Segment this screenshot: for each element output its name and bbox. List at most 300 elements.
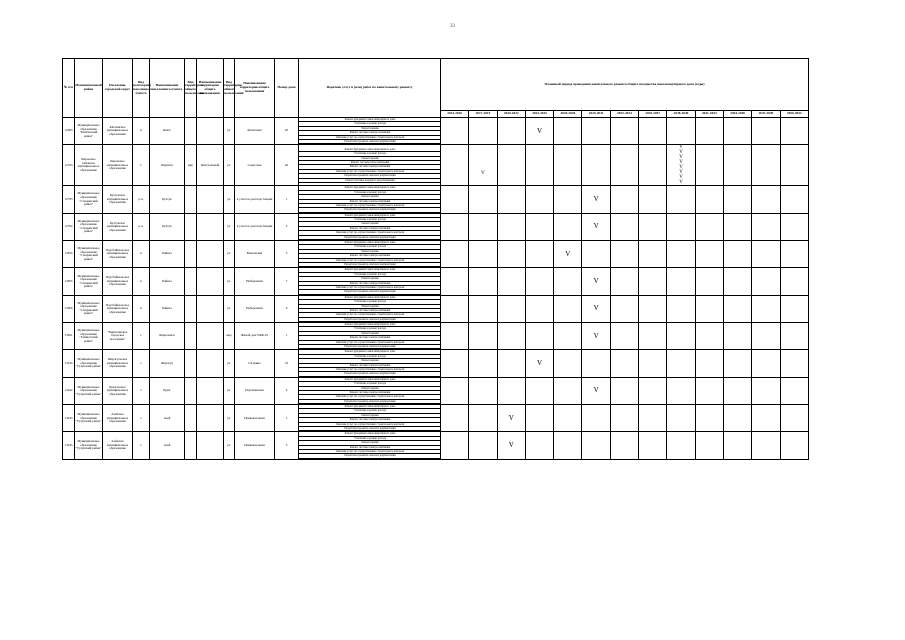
work-item: Разработка проектно-сметной документации — [299, 400, 440, 404]
work-item: Ремонт фундамента многоквартирного дома — [299, 268, 440, 272]
period-cell — [582, 405, 610, 432]
work-item: Разработка проектно-сметной документации — [299, 318, 440, 322]
period-cell — [667, 323, 695, 350]
period-cell — [525, 186, 553, 213]
work-item: Утепление и ремонт фасада — [299, 191, 440, 195]
period-cell — [695, 377, 723, 404]
row-settlement-kind: г. — [133, 145, 150, 186]
period-cell — [582, 186, 610, 213]
work-item: Разработка проектно-сметной документации — [299, 174, 440, 178]
col-num: № п/п — [63, 59, 75, 118]
row-territory-name — [197, 186, 224, 213]
period-cell — [780, 268, 808, 295]
period-cell — [667, 241, 695, 268]
work-item: Утепление и ремонт фасада — [299, 409, 440, 413]
period-cell — [639, 405, 667, 432]
period-header: 2023-2025 — [525, 111, 553, 118]
period-cell — [639, 118, 667, 145]
period-cell — [695, 405, 723, 432]
row-district: Муниципальное образование "Тулунский район" — [75, 350, 103, 377]
row-works-list — [299, 118, 441, 145]
period-mark: V — [593, 331, 599, 340]
period-mark: V — [679, 160, 683, 166]
row-street-name: 4 участок дом подстанции — [235, 213, 275, 240]
period-cell — [525, 350, 553, 377]
col-territory-kind: Вид территории общего пользования — [185, 59, 197, 118]
period-cell — [695, 145, 723, 186]
row-district: Муниципальное образование "Слюдянский район" — [75, 295, 103, 322]
table-row — [63, 295, 809, 322]
period-cell — [695, 323, 723, 350]
row-settlement-kind: с. — [133, 350, 150, 377]
period-cell — [554, 432, 582, 459]
period-cell — [441, 145, 469, 186]
col-street-kind: Вид территории общего пользования — [224, 59, 235, 118]
period-cell — [469, 323, 497, 350]
period-cell — [723, 268, 751, 295]
work-item: Оказание услуг по осуществлению строительного контроля — [299, 368, 440, 372]
period-cell — [469, 213, 497, 240]
work-item: Ремонт фундамента многоквартирного дома — [299, 350, 440, 354]
work-item: Ремонт фундамента многоквартирного дома — [299, 296, 440, 300]
period-cell — [667, 145, 695, 186]
col-works: Перечень услуг и (или) работ по капитальному ремонту — [299, 59, 441, 118]
col-territory-name: Наименование территории общего пользования — [197, 59, 224, 118]
period-cell — [752, 241, 780, 268]
period-cell — [469, 377, 497, 404]
period-cell — [723, 186, 751, 213]
period-cell — [780, 186, 808, 213]
row-settlement-kind: п. — [133, 241, 150, 268]
row-house: 22 — [275, 350, 299, 377]
row-street-name: Партизанская — [235, 377, 275, 404]
work-item: Разработка проектно-сметной документации — [299, 263, 440, 267]
work-item: Ремонт крыши — [299, 222, 440, 226]
work-item: Утепление и ремонт фасада — [299, 152, 440, 156]
period-cell — [780, 213, 808, 240]
table-row — [63, 377, 809, 404]
row-district: Муниципальное образование "Слюдянский район" — [75, 213, 103, 240]
work-item: Разработка проектно-сметной документации — [299, 427, 440, 431]
row-settlement-name: Култук — [150, 186, 185, 213]
row-house: 1 — [275, 323, 299, 350]
period-cell — [525, 323, 553, 350]
period-cell — [667, 432, 695, 459]
row-house: 9 — [275, 295, 299, 322]
row-works-list — [299, 350, 441, 377]
period-cell — [497, 118, 525, 145]
row-settlement-kind: с. — [133, 405, 150, 432]
row-district: Муниципальное образование "Тулунский район" — [75, 432, 103, 459]
period-cell — [582, 241, 610, 268]
period-cell — [554, 186, 582, 213]
period-cell — [723, 350, 751, 377]
row-settlement-name: Будаг — [150, 377, 185, 404]
period-cell — [752, 432, 780, 459]
period-header: 2038-2040 — [667, 111, 695, 118]
work-item: Ремонт фундамента многоквартирного дома — [299, 241, 440, 245]
work-item: Ремонт крыши — [299, 332, 440, 336]
row-territory-name — [197, 118, 224, 145]
row-territory-kind — [185, 295, 197, 322]
work-item: Ремонт системы электроснабжения — [299, 336, 440, 340]
period-cell — [525, 268, 553, 295]
table-row — [63, 323, 809, 350]
period-cell — [723, 118, 751, 145]
row-street-name: Привокзальная — [235, 432, 275, 459]
period-cell — [752, 186, 780, 213]
page-number: 33 — [450, 24, 455, 29]
row-number: 13234 — [63, 350, 75, 377]
period-cell — [639, 323, 667, 350]
period-cell — [525, 377, 553, 404]
work-item: Утепление и ремонт фасада — [299, 245, 440, 249]
row-number: 13066 — [63, 295, 75, 322]
row-territory-name — [197, 432, 224, 459]
work-item: Ремонт крыши — [299, 359, 440, 363]
work-item: Ремонт фундамента многоквартирного дома — [299, 214, 440, 218]
row-house: 20 — [275, 118, 299, 145]
row-street-kind: ул. — [224, 213, 235, 240]
period-cell — [695, 295, 723, 322]
row-settlement-name: Байкал — [150, 268, 185, 295]
period-mark: V — [679, 145, 683, 151]
row-settlement: Шерагульское муниципальное образование — [103, 350, 133, 377]
period-cell — [639, 295, 667, 322]
work-item: Ремонт крыши — [299, 127, 440, 131]
period-cell — [497, 145, 525, 186]
row-district: Кировское районное муниципальное образование — [75, 145, 103, 186]
table-row — [63, 405, 809, 432]
period-cell — [752, 350, 780, 377]
period-cell — [441, 268, 469, 295]
row-number: 12794 — [63, 213, 75, 240]
period-cell — [780, 405, 808, 432]
period-cell — [639, 241, 667, 268]
row-settlement-kind: п. — [133, 118, 150, 145]
period-cell — [441, 118, 469, 145]
work-item: Оказание услуг по осуществлению строительного контроля — [299, 395, 440, 399]
row-works-list — [299, 241, 441, 268]
row-settlement: Кяхтинское муниципальное образование — [103, 118, 133, 145]
period-cell — [780, 323, 808, 350]
row-street-kind: мкр — [224, 323, 235, 350]
period-cell — [582, 350, 610, 377]
work-item: Разработка проектно-сметной документации — [299, 236, 440, 240]
row-settlement: Култукское муниципальное образование — [103, 213, 133, 240]
row-number: 12793 — [63, 186, 75, 213]
work-item: Ремонт фундамента многоквартирного дома — [299, 378, 440, 382]
row-territory-kind — [185, 432, 197, 459]
period-cell — [695, 213, 723, 240]
row-settlement-name: Шерагул — [150, 350, 185, 377]
work-item: Разработка проектно-сметной документации — [299, 345, 440, 349]
period-cell — [610, 377, 638, 404]
row-settlement: Будаговское муниципальное образование — [103, 377, 133, 404]
period-cell — [610, 432, 638, 459]
period-mark: V — [679, 175, 683, 181]
work-item: Ремонт крыши — [299, 157, 440, 161]
work-item: Ремонт крыши — [299, 305, 440, 309]
period-cell — [525, 118, 553, 145]
col-district: Муниципальный район — [75, 59, 103, 118]
row-settlement: Портбайкальское муниципальное образование — [103, 295, 133, 322]
row-street-kind: ул. — [224, 405, 235, 432]
row-street-kind: ул. — [224, 186, 235, 213]
work-item: Оказание услуг по осуществлению строительного контроля — [299, 259, 440, 263]
row-street-name: Жилой дом УФК-25 — [235, 323, 275, 350]
table-row — [63, 213, 809, 240]
row-territory-name — [197, 241, 224, 268]
row-settlement: Азейское муниципальное образование — [103, 432, 133, 459]
work-item: Разработка проектно-сметной документации — [299, 454, 440, 458]
row-settlement-name: Бирюсинск — [150, 323, 185, 350]
period-mark: V — [481, 171, 485, 177]
period-cell — [610, 118, 638, 145]
work-item: Ремонт системы электроснабжения — [299, 309, 440, 313]
work-item: Оказание услуг по осуществлению строительного контроля — [299, 423, 440, 427]
period-cell — [582, 118, 610, 145]
work-item: Ремонт фундамента многоквартирного дома — [299, 323, 440, 327]
work-item: Оказание услуг по осуществлению строительного контроля — [299, 204, 440, 208]
period-cell — [582, 295, 610, 322]
work-item: Утепление и ремонт фасада — [299, 218, 440, 222]
work-item: Ремонт крыши — [299, 277, 440, 281]
row-house: 1 — [275, 405, 299, 432]
work-item: Утепление и ремонт фасада — [299, 300, 440, 304]
work-item: Ремонт системы электроснабжения — [299, 418, 440, 422]
period-mark: V — [679, 155, 683, 161]
period-cell — [525, 213, 553, 240]
row-settlement-kind: п. — [133, 295, 150, 322]
period-cell — [441, 405, 469, 432]
row-works-list — [299, 323, 441, 350]
row-territory-name — [197, 323, 224, 350]
period-cell — [497, 241, 525, 268]
row-house: 40 — [275, 145, 299, 186]
period-cell — [780, 118, 808, 145]
period-cell — [441, 323, 469, 350]
row-district: Муниципальное образование "Слюдянский район" — [75, 186, 103, 213]
table-row — [63, 241, 809, 268]
row-territory-name — [197, 295, 224, 322]
period-cell — [610, 323, 638, 350]
period-cell — [441, 377, 469, 404]
period-cell — [554, 145, 582, 186]
row-settlement: "Бирюсинское городское поселение" — [103, 323, 133, 350]
period-cell — [752, 377, 780, 404]
period-cell — [497, 432, 525, 459]
work-item: Оказание услуг по осуществлению строительного контроля — [299, 170, 440, 174]
period-cell — [554, 350, 582, 377]
period-cell — [525, 405, 553, 432]
period-cell — [667, 213, 695, 240]
period-cell — [610, 350, 638, 377]
row-settlement: Портбайкальское муниципальное образование — [103, 241, 133, 268]
table-row — [63, 145, 809, 186]
period-cell — [752, 405, 780, 432]
period-cell — [582, 323, 610, 350]
row-territory-name — [197, 377, 224, 404]
row-settlement-kind: г. — [133, 323, 150, 350]
work-item: Утепление и ремонт фасада — [299, 437, 440, 441]
row-street-name: Набережная — [235, 268, 275, 295]
period-cell — [723, 405, 751, 432]
table-row — [63, 350, 809, 377]
row-settlement-name: Култук — [150, 213, 185, 240]
period-cell — [667, 118, 695, 145]
period-cell — [469, 350, 497, 377]
row-settlement-name: Азей — [150, 432, 185, 459]
row-settlement-kind: с. — [133, 432, 150, 459]
table-row — [63, 268, 809, 295]
row-works-list — [299, 377, 441, 404]
col-house: Номер дома — [275, 59, 299, 118]
row-house: 2 — [275, 213, 299, 240]
col-settlement-kind: Вид (категория) населенного пункта — [133, 59, 150, 118]
work-item: Ремонт фундамента многоквартирного дома — [299, 118, 440, 122]
row-street-name: Набережная — [235, 295, 275, 322]
row-street-kind: ул. — [224, 295, 235, 322]
row-house: 7 — [275, 268, 299, 295]
period-cell — [497, 213, 525, 240]
work-item: Ремонт крыши — [299, 195, 440, 199]
row-works-list — [299, 213, 441, 240]
work-item: Ремонт крыши — [299, 250, 440, 254]
period-cell — [639, 432, 667, 459]
period-cell — [667, 377, 695, 404]
work-item: Ремонт крыши — [299, 387, 440, 391]
work-item: Ремонт системы электроснабжения — [299, 131, 440, 135]
work-item: Ремонт системы электроснабжения — [299, 282, 440, 286]
period-header: 2026-2028 — [554, 111, 582, 118]
work-item: Разработка проектно-сметной документации — [299, 372, 440, 376]
period-cell — [610, 405, 638, 432]
row-settlement-kind: п. — [133, 268, 150, 295]
work-item: Ремонт системы электроснабжения — [299, 364, 440, 368]
row-settlement-name: Кяхта — [150, 118, 185, 145]
period-cell — [752, 268, 780, 295]
table-row — [63, 186, 809, 213]
period-mark: V — [679, 150, 683, 156]
period-cell — [667, 268, 695, 295]
row-works-list — [299, 186, 441, 213]
row-street-kind: ул. — [224, 241, 235, 268]
work-item: Ремонт системы электроснабжения — [299, 227, 440, 231]
period-header: 2020-2022 — [497, 111, 525, 118]
row-settlement-kind: р.п. — [133, 213, 150, 240]
period-cell — [695, 268, 723, 295]
period-cell — [639, 186, 667, 213]
row-street-name: Гагарина — [235, 350, 275, 377]
period-cell — [554, 241, 582, 268]
period-cell — [469, 432, 497, 459]
period-header: 2050-2052 — [780, 111, 808, 118]
period-cell — [639, 350, 667, 377]
work-item: Оказание услуг по осуществлению строительного контроля — [299, 136, 440, 140]
period-cell — [441, 432, 469, 459]
row-district: Муниципальное образование "Тайшетский район" — [75, 323, 103, 350]
row-street-kind: ул. — [224, 377, 235, 404]
period-cell — [582, 377, 610, 404]
period-mark: V — [679, 170, 683, 176]
period-cell — [582, 432, 610, 459]
work-item: Оказание услуг по осуществлению строительного контроля — [299, 286, 440, 290]
period-cell — [723, 377, 751, 404]
row-street-kind: ул. — [224, 350, 235, 377]
period-cell — [554, 213, 582, 240]
period-cell — [525, 241, 553, 268]
row-works-list — [299, 268, 441, 295]
row-territory-kind — [185, 350, 197, 377]
row-settlement-kind: р.п. — [133, 186, 150, 213]
row-settlement: Азейское муниципальное образование — [103, 405, 133, 432]
row-territory-kind — [185, 213, 197, 240]
row-territory-kind — [185, 118, 197, 145]
work-item: Утепление и ремонт фасада — [299, 122, 440, 126]
work-item: Оказание услуг по осуществлению строительного контроля — [299, 231, 440, 235]
period-cell — [610, 241, 638, 268]
period-header: 2032-2034 — [610, 111, 638, 118]
row-territory-name — [197, 213, 224, 240]
period-cell — [497, 268, 525, 295]
period-mark: V — [537, 126, 543, 135]
period-mark: V — [593, 222, 599, 231]
period-cell — [610, 268, 638, 295]
row-street-name: Привокзальная — [235, 405, 275, 432]
period-cell — [610, 295, 638, 322]
work-item: Утепление и ремонт фасада — [299, 327, 440, 331]
row-district: Муниципальное образование "Слюдянский район" — [75, 268, 103, 295]
row-number: 13243 — [63, 405, 75, 432]
period-cell — [525, 145, 553, 186]
row-street-name: Вокзальная — [235, 241, 275, 268]
period-cell — [554, 377, 582, 404]
row-number: 13242 — [63, 377, 75, 404]
period-cell — [554, 295, 582, 322]
period-mark: V — [679, 180, 683, 186]
row-street-kind: ул. — [224, 432, 235, 459]
row-district: Муниципальное образование "Кяхтинский район" — [75, 118, 103, 145]
work-item: Утепление и ремонт фасада — [299, 355, 440, 359]
row-settlement: Култукское муниципальное образование — [103, 186, 133, 213]
row-territory-name — [197, 405, 224, 432]
period-cell — [695, 241, 723, 268]
row-house: 3 — [275, 432, 299, 459]
period-cell — [752, 295, 780, 322]
work-item: Разработка проектно-сметной документации — [299, 290, 440, 294]
period-cell — [695, 432, 723, 459]
row-district: Муниципальное образование "Слюдянский район" — [75, 241, 103, 268]
period-cell — [441, 241, 469, 268]
row-house: 3 — [275, 241, 299, 268]
col-settlement-name: Наименование населенного пункта — [150, 59, 185, 118]
work-item: Ремонт системы электроснабжения — [299, 446, 440, 450]
period-cell — [780, 350, 808, 377]
period-mark: V — [593, 195, 599, 204]
period-cell — [525, 295, 553, 322]
period-cell — [752, 145, 780, 186]
period-cell — [780, 377, 808, 404]
work-item: Ремонт крыши — [299, 414, 440, 418]
period-header: 2047-2049 — [752, 111, 780, 118]
work-item: Оказание услуг по осуществлению строительного контроля — [299, 341, 440, 345]
row-street-kind: ул. — [224, 145, 235, 186]
work-item: Ремонт системы теплоснабжения — [299, 161, 440, 165]
period-cell — [554, 405, 582, 432]
row-number: 12683 — [63, 118, 75, 145]
row-settlement: Кировское муниципальное образование — [103, 145, 133, 186]
